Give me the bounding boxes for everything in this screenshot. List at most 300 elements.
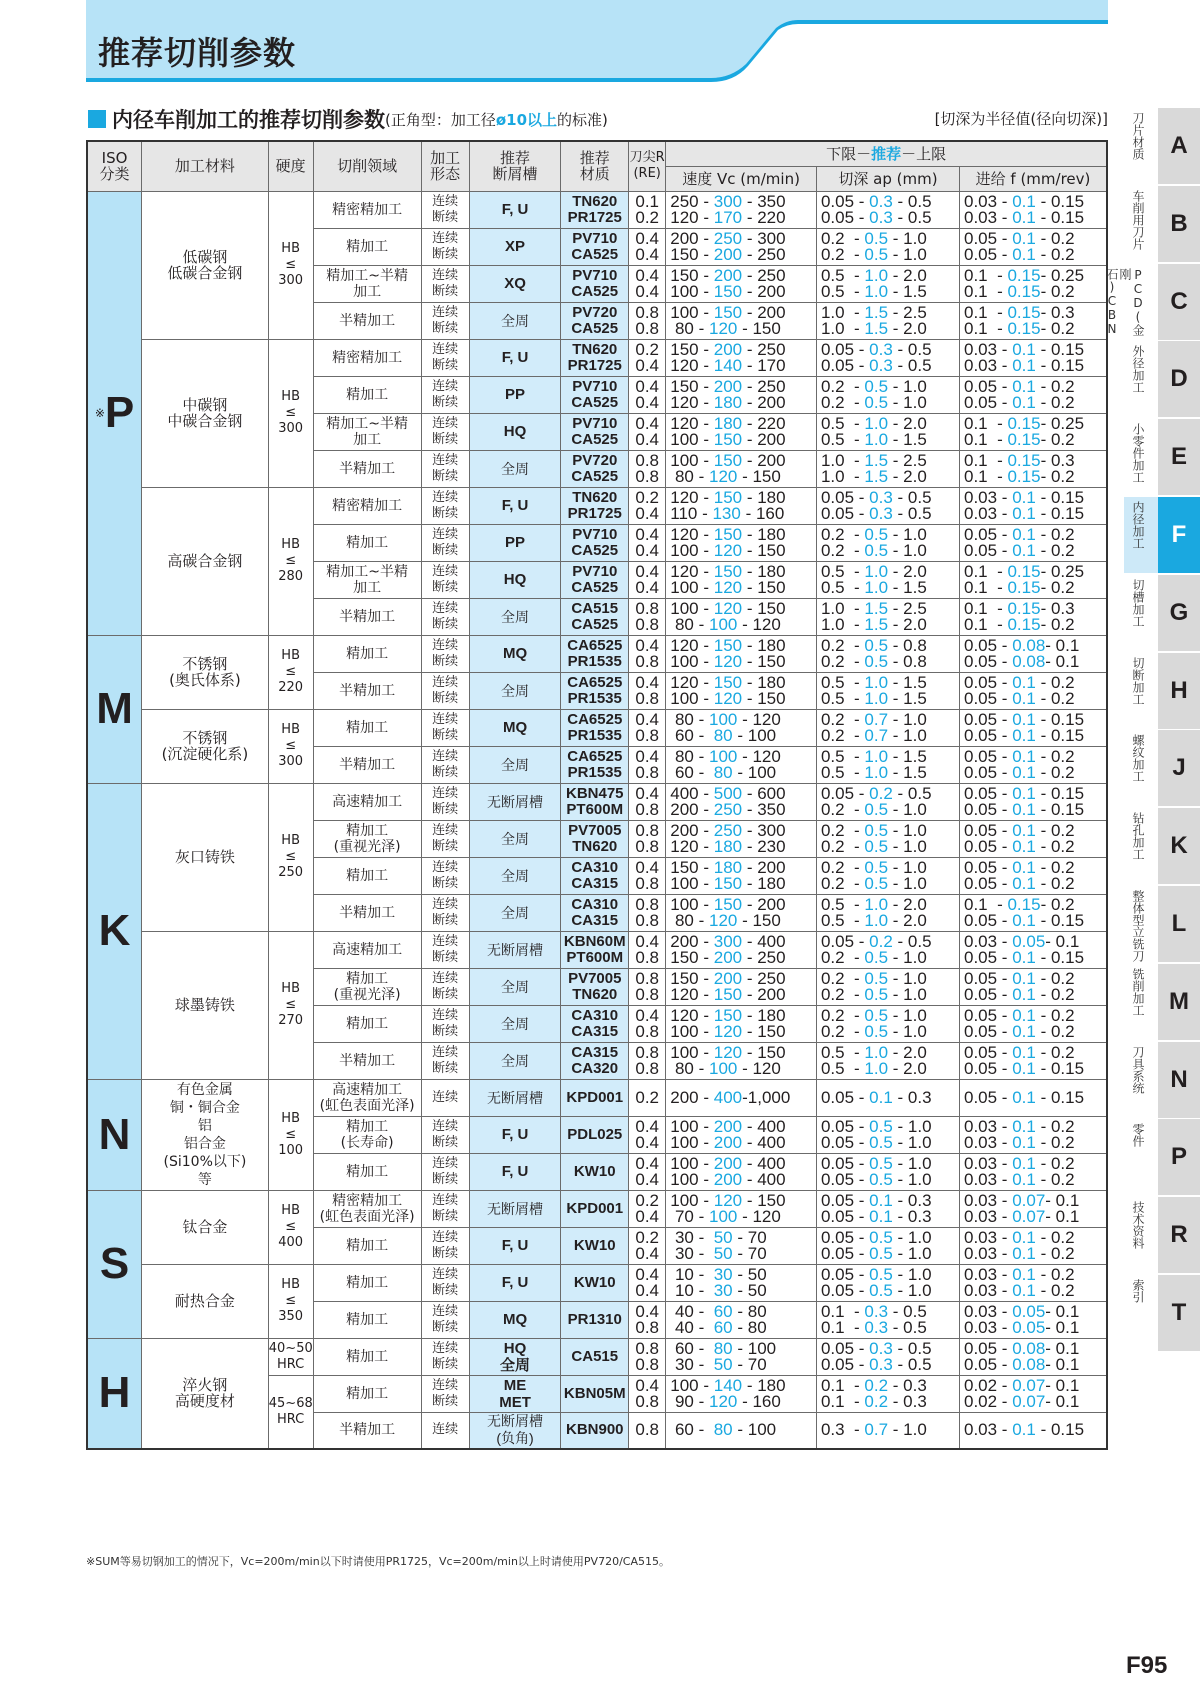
side-tab-f[interactable] [1124, 497, 1200, 573]
iso-class-H: H [87, 1338, 142, 1449]
chip-breaker: F, U [469, 191, 561, 228]
hardness: 40~50 HRC [268, 1338, 313, 1375]
side-tab-n[interactable] [1124, 1042, 1200, 1118]
speed-vc: 200 - 400-1,000 [666, 1079, 817, 1116]
nose-radius: 0.8 0.8 [629, 598, 666, 635]
hardness: HB ≤ 350 [268, 1264, 313, 1338]
feed-f: 0.05 - 0.08- 0.1 0.05 - 0.08- 0.1 [960, 635, 1108, 672]
grade: PV710 CA525 [561, 561, 629, 598]
side-tab-label: PCD(金刚石)CBN [1105, 267, 1145, 336]
material-name: 不锈钢 (沉淀硬化系) [142, 709, 269, 783]
side-tab-e[interactable] [1124, 419, 1200, 495]
chip-breaker: F, U [469, 1264, 561, 1301]
depth-ap: 0.5 - 1.0 - 2.0 0.5 - 1.0 - 1.5 [816, 561, 959, 598]
grade: CA515 CA525 [561, 598, 629, 635]
iso-class-P: ※P [87, 191, 142, 635]
cutting-region: 精加工~半精 加工 [313, 413, 421, 450]
side-tab-d[interactable] [1124, 341, 1200, 417]
depth-ap: 0.2 - 0.5 - 0.8 0.2 - 0.5 - 0.8 [816, 635, 959, 672]
depth-ap: 0.5 - 1.0 - 2.0 0.5 - 1.0 - 1.5 [816, 413, 959, 450]
cutting-region: 半精加工 [313, 598, 421, 635]
grade: PV720 CA525 [561, 450, 629, 487]
nose-radius: 0.8 0.8 [629, 1338, 666, 1375]
feed-f: 0.05 - 0.08- 0.1 0.05 - 0.08- 0.1 [960, 1338, 1108, 1375]
feed-f: 0.1 - 0.15- 0.25 0.1 - 0.15- 0.2 [960, 265, 1108, 302]
footnote: ※SUM等易切钢加工的情况下，Vc=200m/min以下时请使用PR1725，Vc=200m/min以上时请使用PV720/CA515。 [86, 1555, 670, 1568]
grade: PV710 CA525 [561, 265, 629, 302]
iso-class-M: M [87, 635, 142, 783]
grade: PV7005 TN620 [561, 820, 629, 857]
depth-ap: 0.5 - 1.0 - 1.5 0.5 - 1.0 - 1.5 [816, 672, 959, 709]
machining-form: 连续 断续 [421, 857, 469, 894]
side-tab-l[interactable] [1124, 886, 1200, 962]
material-name: 中碳钢 中碳合金钢 [142, 339, 269, 487]
cutting-region: 精加工 [313, 709, 421, 746]
depth-ap: 0.05 - 0.1 - 0.3 0.05 - 0.1 - 0.3 [816, 1190, 959, 1227]
feed-f: 0.05 - 0.1 - 0.2 0.05 - 0.1 - 0.2 [960, 524, 1108, 561]
nose-radius: 0.8 0.8 [629, 1042, 666, 1079]
square-bullet-icon [88, 110, 106, 128]
feed-f: 0.05 - 0.1 - 0.2 0.05 - 0.1 - 0.2 [960, 820, 1108, 857]
speed-vc: 100 - 200 - 400 100 - 200 - 400 [666, 1116, 817, 1153]
cutting-region: 精加工~半精 加工 [313, 265, 421, 302]
cutting-region: 精加工 [313, 1375, 421, 1412]
side-tab-label: 车削用刀片 [1131, 189, 1145, 250]
chip-breaker: XQ [469, 265, 561, 302]
chip-breaker: 全周 [469, 746, 561, 783]
cutting-region: 精密精加工 (虹色表面光泽) [313, 1190, 421, 1227]
machining-form: 连续 断续 [421, 1227, 469, 1264]
iso-class-S: S [87, 1190, 142, 1338]
grade: TN620 PR1725 [561, 487, 629, 524]
table-row [87, 709, 1107, 746]
side-tab-letter: F [1158, 497, 1200, 573]
speed-vc: 40 - 60 - 80 40 - 60 - 80 [666, 1301, 817, 1338]
nose-radius: 0.4 0.8 [629, 1375, 666, 1412]
machining-form: 连续 断续 [421, 561, 469, 598]
feed-f: 0.05 - 0.1 - 0.2 0.05 - 0.1 - 0.2 [960, 228, 1108, 265]
depth-ap: 0.05 - 0.5 - 1.0 0.05 - 0.5 - 1.0 [816, 1116, 959, 1153]
machining-form: 连续 断续 [421, 1153, 469, 1190]
machining-form: 连续 断续 [421, 820, 469, 857]
side-tab-label: 内径加工 [1131, 501, 1145, 549]
side-tab-label: 钻孔加工 [1131, 812, 1145, 861]
feed-f: 0.1 - 0.15- 0.25 0.1 - 0.15- 0.2 [960, 413, 1108, 450]
machining-form: 连续 断续 [421, 376, 469, 413]
speed-vc: 100 - 120 - 150 80 - 100 - 120 [666, 598, 817, 635]
machining-form: 连续 断续 [421, 265, 469, 302]
cutting-region: 精加工 [313, 1153, 421, 1190]
machining-form: 连续 断续 [421, 1190, 469, 1227]
cutting-region: 精加工 [313, 228, 421, 265]
chip-breaker: 全周 [469, 857, 561, 894]
chip-breaker: PP [469, 376, 561, 413]
nose-radius: 0.4 0.8 [629, 672, 666, 709]
feed-f: 0.03 - 0.1 - 0.2 0.03 - 0.1 - 0.2 [960, 1227, 1108, 1264]
machining-form: 连续 [421, 1079, 469, 1116]
grade: KBN900 [561, 1412, 629, 1449]
material-name: 不锈钢 (奥氏体系) [142, 635, 269, 709]
side-tab-h[interactable] [1124, 653, 1200, 729]
material-name: 球墨铸铁 [142, 931, 269, 1079]
header-f: 进给 f (mm/rev) [960, 166, 1108, 191]
cutting-region: 精加工 [313, 635, 421, 672]
nose-radius: 0.2 0.4 [629, 1190, 666, 1227]
nose-radius: 0.4 0.4 [629, 1153, 666, 1190]
side-tab-letter: A [1158, 108, 1200, 184]
speed-vc: 80 - 100 - 120 60 - 80 - 100 [666, 709, 817, 746]
chip-breaker: HQ 全周 [469, 1338, 561, 1375]
grade: KBN05M [561, 1375, 629, 1412]
side-tab-c[interactable] [1105, 264, 1200, 340]
depth-ap: 0.5 - 1.0 - 2.0 0.5 - 1.0 - 1.5 [816, 265, 959, 302]
speed-vc: 120 - 150 - 180 100 - 120 - 150 [666, 672, 817, 709]
depth-ap: 1.0 - 1.5 - 2.5 1.0 - 1.5 - 2.0 [816, 302, 959, 339]
depth-note: [切深为半径值(径向切深)] [934, 110, 1108, 128]
chip-breaker: 全周 [469, 302, 561, 339]
side-tab-label: 小零件加工 [1131, 423, 1145, 484]
feed-f: 0.03 - 0.1 - 0.2 0.03 - 0.1 - 0.2 [960, 1153, 1108, 1190]
header-iso: ISO 分类 [87, 141, 142, 191]
side-tab-label: 铣削加工 [1131, 967, 1145, 1016]
machining-form: 连续 断续 [421, 635, 469, 672]
speed-vc: 120 - 150 - 180 100 - 120 - 150 [666, 1005, 817, 1042]
speed-vc: 60 - 80 - 100 30 - 50 - 70 [666, 1338, 817, 1375]
feed-f: 0.05 - 0.1 - 0.2 0.05 - 0.1 - 0.2 [960, 746, 1108, 783]
cutting-region: 精加工 (长寿命) [313, 1116, 421, 1153]
side-tab-p[interactable] [1124, 1119, 1200, 1195]
feed-f: 0.03 - 0.1 - 0.15 0.03 - 0.1 - 0.15 [960, 487, 1108, 524]
speed-vc: 100 - 120 - 150 70 - 100 - 120 [666, 1190, 817, 1227]
header-vc: 速度 Vc (m/min) [666, 166, 817, 191]
grade: CA310 CA315 [561, 894, 629, 931]
speed-vc: 120 - 150 - 180 100 - 120 - 150 [666, 524, 817, 561]
side-tab-m[interactable] [1124, 964, 1200, 1040]
cutting-region: 精加工~半精 加工 [313, 561, 421, 598]
nose-radius: 0.8 0.8 [629, 450, 666, 487]
machining-form: 连续 断续 [421, 1375, 469, 1412]
material-name: 灰口铸铁 [142, 783, 269, 931]
feed-f: 0.03 - 0.1 - 0.2 0.03 - 0.1 - 0.2 [960, 1264, 1108, 1301]
table-row [87, 1264, 1107, 1301]
speed-vc: 80 - 100 - 120 60 - 80 - 100 [666, 746, 817, 783]
feed-f: 0.05 - 0.1 - 0.2 0.05 - 0.1 - 0.2 [960, 376, 1108, 413]
side-tab-letter: M [1158, 964, 1200, 1040]
cutting-region: 高速精加工 (虹色表面光泽) [313, 1079, 421, 1116]
hardness: HB ≤ 300 [268, 191, 313, 339]
nose-radius: 0.1 0.2 [629, 191, 666, 228]
speed-vc: 120 - 150 - 180 100 - 120 - 150 [666, 561, 817, 598]
cutting-region: 精加工 [313, 524, 421, 561]
grade: KW10 [561, 1227, 629, 1264]
nose-radius: 0.8 0.8 [629, 894, 666, 931]
nose-radius: 0.2 [629, 1079, 666, 1116]
grade: PV710 CA525 [561, 376, 629, 413]
feed-f: 0.05 - 0.1 - 0.15 0.05 - 0.1 - 0.15 [960, 709, 1108, 746]
nose-radius: 0.4 0.4 [629, 228, 666, 265]
header-hardness: 硬度 [268, 141, 313, 191]
machining-form: 连续 断续 [421, 672, 469, 709]
feed-f: 0.02 - 0.07- 0.1 0.02 - 0.07- 0.1 [960, 1375, 1108, 1412]
header-region: 切削领域 [313, 141, 421, 191]
side-tab-letter: H [1158, 653, 1200, 729]
chip-breaker: MQ [469, 635, 561, 672]
nose-radius: 0.4 0.4 [629, 1264, 666, 1301]
grade: PR1310 [561, 1301, 629, 1338]
machining-form: 连续 断续 [421, 302, 469, 339]
header-grade: 推荐 材质 [561, 141, 629, 191]
material-name: 有色金属 铜・铜合金 铝 铝合金 (Si10%以下) 等 [142, 1079, 269, 1190]
speed-vc: 100 - 150 - 200 80 - 120 - 150 [666, 450, 817, 487]
feed-f: 0.05 - 0.1 - 0.2 0.05 - 0.1 - 0.2 [960, 857, 1108, 894]
depth-ap: 0.2 - 0.5 - 1.0 0.2 - 0.5 - 1.0 [816, 376, 959, 413]
table-row [87, 635, 1107, 672]
side-tab-b[interactable] [1124, 186, 1200, 262]
grade: PV720 CA525 [561, 302, 629, 339]
side-tab-letter: J [1158, 730, 1200, 806]
side-tab-letter: L [1158, 886, 1200, 962]
grade: CA310 CA315 [561, 1005, 629, 1042]
depth-ap: 0.05 - 0.5 - 1.0 0.05 - 0.5 - 1.0 [816, 1153, 959, 1190]
side-tab-letter: P [1158, 1119, 1200, 1195]
depth-ap: 0.2 - 0.5 - 1.0 0.2 - 0.5 - 1.0 [816, 820, 959, 857]
nose-radius: 0.4 0.8 [629, 931, 666, 968]
side-tab-j[interactable] [1124, 730, 1200, 806]
nose-radius: 0.4 0.8 [629, 709, 666, 746]
hardness: HB ≤ 300 [268, 339, 313, 487]
cutting-region: 高速精加工 [313, 783, 421, 820]
side-tab-label: 零件 [1131, 1123, 1145, 1148]
side-tab-label: 刀片材质 [1131, 112, 1145, 160]
side-tab-label: 技术资料 [1131, 1201, 1145, 1250]
side-tab-letter: R [1158, 1197, 1200, 1273]
depth-ap: 0.5 - 1.0 - 2.0 0.5 - 1.0 - 2.0 [816, 894, 959, 931]
hardness: HB ≤ 220 [268, 635, 313, 709]
header-breaker: 推荐 断屑槽 [469, 141, 561, 191]
feed-f: 0.1 - 0.15- 0.3 0.1 - 0.15- 0.2 [960, 302, 1108, 339]
nose-radius: 0.8 [629, 1412, 666, 1449]
side-tab-g[interactable] [1124, 575, 1200, 651]
grade: KPD001 [561, 1079, 629, 1116]
feed-f: 0.05 - 0.1 - 0.2 0.05 - 0.1 - 0.2 [960, 672, 1108, 709]
cutting-region: 精加工 (重视光泽) [313, 820, 421, 857]
feed-f: 0.1 - 0.15- 0.25 0.1 - 0.15- 0.2 [960, 561, 1108, 598]
grade: TN620 PR1725 [561, 339, 629, 376]
speed-vc: 150 - 200 - 250 120 - 140 - 170 [666, 339, 817, 376]
chip-breaker: 全周 [469, 820, 561, 857]
side-tab-label: 刀具系统 [1131, 1045, 1145, 1094]
nose-radius: 0.4 0.8 [629, 746, 666, 783]
speed-vc: 150 - 180 - 200 100 - 150 - 180 [666, 857, 817, 894]
side-tab-label: 螺纹加工 [1131, 734, 1145, 783]
cutting-region: 高速精加工 [313, 931, 421, 968]
depth-ap: 0.5 - 1.0 - 1.5 0.5 - 1.0 - 1.5 [816, 746, 959, 783]
chip-breaker: 全周 [469, 450, 561, 487]
nose-radius: 0.4 0.4 [629, 1116, 666, 1153]
cutting-region: 精加工 [313, 1301, 421, 1338]
depth-ap: 0.2 - 0.5 - 1.0 0.2 - 0.5 - 1.0 [816, 1005, 959, 1042]
grade: CA6525 PR1535 [561, 672, 629, 709]
side-tab-label: 外径加工 [1131, 345, 1145, 394]
feed-f: 0.05 - 0.1 - 0.2 0.05 - 0.1 - 0.2 [960, 1005, 1108, 1042]
chip-breaker: ME MET [469, 1375, 561, 1412]
grade: PV710 CA525 [561, 524, 629, 561]
depth-ap: 0.2 - 0.7 - 1.0 0.2 - 0.7 - 1.0 [816, 709, 959, 746]
cutting-parameter-table [86, 140, 1108, 1450]
machining-form: 连续 断续 [421, 487, 469, 524]
machining-form: 连续 断续 [421, 1116, 469, 1153]
feed-f: 0.1 - 0.15- 0.3 0.1 - 0.15- 0.2 [960, 598, 1108, 635]
feed-f: 0.03 - 0.1 - 0.15 [960, 1412, 1108, 1449]
speed-vc: 10 - 30 - 50 10 - 30 - 50 [666, 1264, 817, 1301]
cutting-region: 半精加工 [313, 746, 421, 783]
machining-form: 连续 断续 [421, 1005, 469, 1042]
nose-radius: 0.4 0.4 [629, 524, 666, 561]
depth-ap: 0.2 - 0.5 - 1.0 0.2 - 0.5 - 1.0 [816, 524, 959, 561]
depth-ap: 0.2 - 0.5 - 1.0 0.2 - 0.5 - 1.0 [816, 968, 959, 1005]
chip-breaker: 无断屑槽 (负角) [469, 1412, 561, 1449]
depth-ap: 0.05 - 0.3 - 0.5 0.05 - 0.3 - 0.5 [816, 487, 959, 524]
nose-radius: 0.8 0.8 [629, 968, 666, 1005]
side-tab-letter: C [1158, 264, 1200, 340]
chip-breaker: 无断屑槽 [469, 1079, 561, 1116]
table-row [87, 931, 1107, 968]
machining-form: 连续 [421, 1412, 469, 1449]
iso-class-N: N [87, 1079, 142, 1190]
chip-breaker: F, U [469, 1227, 561, 1264]
speed-vc: 200 - 300 - 400 150 - 200 - 250 [666, 931, 817, 968]
side-tab-t[interactable] [1124, 1275, 1200, 1351]
speed-vc: 100 - 140 - 180 90 - 120 - 160 [666, 1375, 817, 1412]
nose-radius: 0.4 0.8 [629, 783, 666, 820]
feed-f: 0.05 - 0.1 - 0.2 0.05 - 0.1 - 0.15 [960, 1042, 1108, 1079]
speed-vc: 150 - 200 - 250 100 - 150 - 200 [666, 265, 817, 302]
chip-breaker: 全周 [469, 672, 561, 709]
material-name: 耐热合金 [142, 1264, 269, 1338]
cutting-region: 半精加工 [313, 894, 421, 931]
chip-breaker: MQ [469, 709, 561, 746]
machining-form: 连续 断续 [421, 709, 469, 746]
feed-f: 0.03 - 0.1 - 0.2 0.03 - 0.1 - 0.2 [960, 1116, 1108, 1153]
grade: CA310 CA315 [561, 857, 629, 894]
page-title: 推荐切削参数 [98, 34, 297, 72]
machining-form: 连续 断续 [421, 1338, 469, 1375]
speed-vc: 150 - 200 - 250 120 - 180 - 200 [666, 376, 817, 413]
speed-vc: 30 - 50 - 70 30 - 50 - 70 [666, 1227, 817, 1264]
table-row [87, 1190, 1107, 1227]
chip-breaker: F, U [469, 339, 561, 376]
depth-ap: 0.2 - 0.5 - 1.0 0.2 - 0.5 - 1.0 [816, 857, 959, 894]
speed-vc: 400 - 500 - 600 200 - 250 - 350 [666, 783, 817, 820]
hardness: 45~68 HRC [268, 1375, 313, 1449]
chip-breaker: 全周 [469, 968, 561, 1005]
hardness: HB ≤ 280 [268, 487, 313, 635]
grade: CA315 CA320 [561, 1042, 629, 1079]
machining-form: 连续 断续 [421, 894, 469, 931]
speed-vc: 60 - 80 - 100 [666, 1412, 817, 1449]
speed-vc: 200 - 250 - 300 120 - 180 - 230 [666, 820, 817, 857]
cutting-region: 精密精加工 [313, 191, 421, 228]
header-re: 刀尖R (RE) [629, 141, 666, 191]
depth-ap: 0.05 - 0.3 - 0.5 0.05 - 0.3 - 0.5 [816, 339, 959, 376]
speed-vc: 100 - 120 - 150 80 - 100 - 120 [666, 1042, 817, 1079]
feed-f: 0.05 - 0.1 - 0.15 0.05 - 0.1 - 0.15 [960, 783, 1108, 820]
feed-f: 0.03 - 0.05- 0.1 0.03 - 0.05- 0.1 [960, 1301, 1108, 1338]
speed-vc: 150 - 200 - 250 120 - 150 - 200 [666, 968, 817, 1005]
cutting-region: 精密精加工 [313, 339, 421, 376]
feed-f: 0.03 - 0.1 - 0.15 0.03 - 0.1 - 0.15 [960, 191, 1108, 228]
cutting-region: 半精加工 [313, 1412, 421, 1449]
feed-f: 0.05 - 0.1 - 0.2 0.05 - 0.1 - 0.2 [960, 968, 1108, 1005]
cutting-region: 半精加工 [313, 672, 421, 709]
material-name: 淬火钢 高硬度材 [142, 1338, 269, 1449]
cutting-region: 精加工 [313, 1338, 421, 1375]
chip-breaker: 无断屑槽 [469, 931, 561, 968]
cutting-region: 精加工 [313, 1005, 421, 1042]
grade: KBN60M PT600M [561, 931, 629, 968]
grade: PDL025 [561, 1116, 629, 1153]
depth-ap: 0.2 - 0.5 - 1.0 0.2 - 0.5 - 1.0 [816, 228, 959, 265]
header-range: 下限－推荐－上限 [666, 141, 1107, 166]
side-tab-letter: G [1158, 575, 1200, 651]
grade: CA515 [561, 1338, 629, 1375]
nose-radius: 0.2 0.4 [629, 339, 666, 376]
feed-f: 0.03 - 0.1 - 0.15 0.03 - 0.1 - 0.15 [960, 339, 1108, 376]
cutting-region: 半精加工 [313, 1042, 421, 1079]
feed-f: 0.03 - 0.05- 0.1 0.05 - 0.1 - 0.15 [960, 931, 1108, 968]
chip-breaker: HQ [469, 561, 561, 598]
grade: CA6525 PR1535 [561, 709, 629, 746]
grade: CA6525 PR1535 [561, 635, 629, 672]
grade: KW10 [561, 1153, 629, 1190]
side-tab-r[interactable] [1124, 1197, 1200, 1273]
table-row [87, 783, 1107, 820]
nose-radius: 0.2 0.4 [629, 487, 666, 524]
chip-breaker: XP [469, 228, 561, 265]
speed-vc: 100 - 150 - 200 80 - 120 - 150 [666, 302, 817, 339]
grade: TN620 PR1725 [561, 191, 629, 228]
chip-breaker: MQ [469, 1301, 561, 1338]
grade: CA6525 PR1535 [561, 746, 629, 783]
side-tab-a[interactable] [1124, 108, 1200, 184]
nose-radius: 0.4 0.4 [629, 413, 666, 450]
table-row [87, 487, 1107, 524]
machining-form: 连续 断续 [421, 1301, 469, 1338]
header-material: 加工材料 [142, 141, 269, 191]
cutting-region: 精加工 [313, 376, 421, 413]
nose-radius: 0.4 0.4 [629, 265, 666, 302]
feed-f: 0.1 - 0.15- 0.2 0.05 - 0.1 - 0.15 [960, 894, 1108, 931]
depth-ap: 0.1 - 0.2 - 0.3 0.1 - 0.2 - 0.3 [816, 1375, 959, 1412]
depth-ap: 0.5 - 1.0 - 2.0 0.5 - 1.0 - 2.0 [816, 1042, 959, 1079]
cutting-region: 精加工 (重视光泽) [313, 968, 421, 1005]
chip-breaker: 全周 [469, 1005, 561, 1042]
chip-breaker: 无断屑槽 [469, 783, 561, 820]
nose-radius: 0.8 0.8 [629, 302, 666, 339]
depth-ap: 0.05 - 0.3 - 0.5 0.05 - 0.3 - 0.5 [816, 191, 959, 228]
side-tab-letter: B [1158, 186, 1200, 262]
speed-vc: 100 - 200 - 400 100 - 200 - 400 [666, 1153, 817, 1190]
speed-vc: 120 - 180 - 220 100 - 150 - 200 [666, 413, 817, 450]
machining-form: 连续 断续 [421, 746, 469, 783]
material-name: 低碳钢 低碳合金钢 [142, 191, 269, 339]
side-tab-letter: E [1158, 419, 1200, 495]
machining-form: 连续 断续 [421, 339, 469, 376]
feed-f: 0.03 - 0.07- 0.1 0.03 - 0.07- 0.1 [960, 1190, 1108, 1227]
side-tab-k[interactable] [1124, 808, 1200, 884]
grade: PV710 CA525 [561, 413, 629, 450]
grade: KBN475 PT600M [561, 783, 629, 820]
